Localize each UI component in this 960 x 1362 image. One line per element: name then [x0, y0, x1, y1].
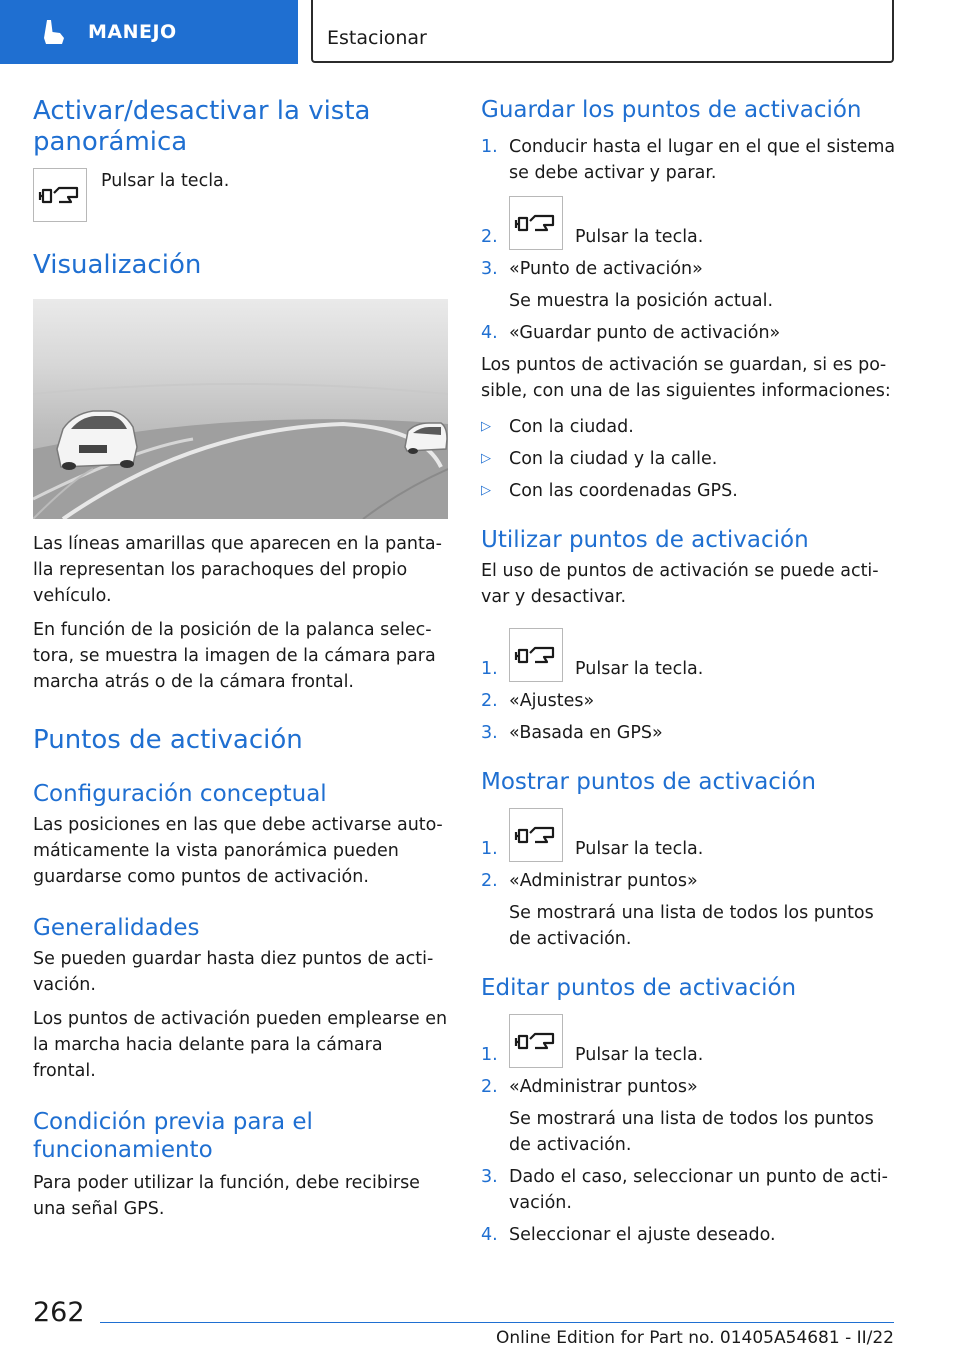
list-number: 2. [481, 871, 498, 891]
list-item [481, 808, 896, 862]
list-number: 1. [481, 839, 498, 859]
activar-text: Pulsar la tecla. [101, 171, 230, 191]
general-paragraph-1: Se pueden guardar hasta diez puntos de activación. [33, 949, 434, 995]
panoramic-view-button-icon [509, 808, 563, 862]
heading-puntos: Puntos de activación [33, 725, 303, 755]
list-text: Conducir hasta el lugar en el que el sistema se debe activar y parar. [509, 137, 896, 183]
bullet-text: Con las coordenadas GPS. [509, 481, 738, 501]
config-paragraph: Las posiciones en las que debe activarse automáticamente la vista panorámica pueden guardarse como puntos de activación. [33, 815, 443, 887]
heading-utilizar: Utilizar puntos de activación [481, 527, 809, 553]
heading-visualizacion: Visualización [33, 250, 202, 280]
condicion-paragraph: Para poder utilizar la función, debe recibirse una señal GPS. [33, 1173, 420, 1219]
activar-instruction [33, 168, 448, 222]
list-number: 3. [481, 723, 498, 743]
list-text: «Administrar puntos» [509, 1077, 698, 1097]
list-text: «Punto de activación» [509, 259, 703, 279]
list-item [481, 134, 896, 186]
bullet-item [481, 414, 896, 440]
section-tab [0, 0, 298, 64]
footer-edition: Online Edition for Part no. 01405A54681 - II/22 [495, 1328, 894, 1348]
list-item-sub [481, 1106, 896, 1158]
list-text: «Ajustes» [509, 691, 595, 711]
right-column [481, 96, 896, 1248]
heading-config: Configuración conceptual [33, 781, 327, 807]
list-item [481, 688, 896, 714]
list-item [481, 720, 896, 746]
list-item [481, 1222, 896, 1248]
list-item [481, 256, 896, 282]
bullet-text: Con la ciudad. [509, 417, 634, 437]
list-item [481, 628, 896, 682]
list-number: 3. [481, 1167, 498, 1187]
list-number: 2. [481, 1077, 498, 1097]
list-item [481, 320, 896, 346]
panoramic-view-button-icon [33, 168, 87, 222]
utilizar-paragraph: El uso de puntos de activación se puede activar y desactivar. [481, 561, 879, 607]
list-item [481, 868, 896, 894]
list-number: 4. [481, 323, 498, 343]
vis-paragraph-1: Las líneas amarillas que aparecen en la pantalla representan los parachoques del propio vehículo. [33, 534, 442, 606]
list-number: 2. [481, 691, 498, 711]
list-text: «Administrar puntos» [509, 871, 698, 891]
list-number: 1. [481, 1045, 498, 1065]
list-item [481, 1164, 896, 1216]
footer-divider [100, 1322, 894, 1323]
list-number: 1. [481, 659, 498, 679]
bullet-icon: ▷ [481, 451, 491, 466]
list-number: 4. [481, 1225, 498, 1245]
list-text: Pulsar la tecla. [575, 839, 704, 859]
heading-guardar: Guardar los puntos de activación [481, 97, 862, 123]
heading-editar: Editar puntos de activación [481, 975, 797, 1001]
list-text: Seleccionar el ajuste deseado. [509, 1225, 776, 1245]
list-number: 3. [481, 259, 498, 279]
bullet-icon: ▷ [481, 419, 491, 434]
camera-view-image [33, 299, 448, 519]
list-text: Pulsar la tecla. [575, 1045, 704, 1065]
panoramic-view-button-icon [509, 1014, 563, 1068]
bullet-text: Con la ciudad y la calle. [509, 449, 718, 469]
list-text: «Guardar punto de activación» [509, 323, 781, 343]
list-text: Pulsar la tecla. [575, 659, 704, 679]
list-subtext: Se mostrará una lista de todos los puntos de activación. [509, 1109, 874, 1155]
general-paragraph-2: Los puntos de activación pueden emplearse en la marcha hacia delante para la cámara frontal. [33, 1009, 448, 1081]
list-item [481, 1074, 896, 1100]
vis-paragraph-2: En función de la posición de la palanca selectora, se muestra la imagen de la cámara para marcha atrás o de la cámara frontal. [33, 620, 436, 692]
guardar-paragraph: Los puntos de activación se guardan, si es posible, con una de las siguientes informaciones: [481, 355, 891, 401]
heading-activar: Activar/desactivar la vista panorámica [33, 96, 371, 157]
list-text: Pulsar la tecla. [575, 227, 704, 247]
list-subtext: Se mostrará una lista de todos los puntos de activación. [509, 903, 874, 949]
left-column [33, 96, 448, 1222]
panoramic-view-button-icon [509, 196, 563, 250]
heading-mostrar: Mostrar puntos de activación [481, 769, 816, 795]
chapter-box [311, 0, 894, 63]
bullet-item [481, 446, 896, 472]
list-subtext: Se muestra la posición actual. [509, 291, 774, 311]
bullet-item [481, 478, 896, 504]
chapter-title: Estacionar [327, 27, 427, 49]
page-number: 262 [33, 1297, 85, 1328]
heading-condicion: Condición previa para el funcionamiento [33, 1109, 313, 1163]
list-text: «Basada en GPS» [509, 723, 663, 743]
list-item [481, 196, 896, 250]
list-item-sub [481, 288, 896, 314]
list-text: Dado el caso, seleccionar un punto de activación. [509, 1167, 888, 1213]
section-label: MANEJO [88, 21, 177, 43]
panoramic-view-button-icon [509, 628, 563, 682]
list-item-sub [481, 900, 896, 952]
list-item [481, 1014, 896, 1068]
heading-generalidades: Generalidades [33, 915, 200, 941]
car-icon [38, 16, 70, 48]
list-number: 2. [481, 227, 498, 247]
list-number: 1. [481, 137, 498, 157]
bullet-icon: ▷ [481, 483, 491, 498]
